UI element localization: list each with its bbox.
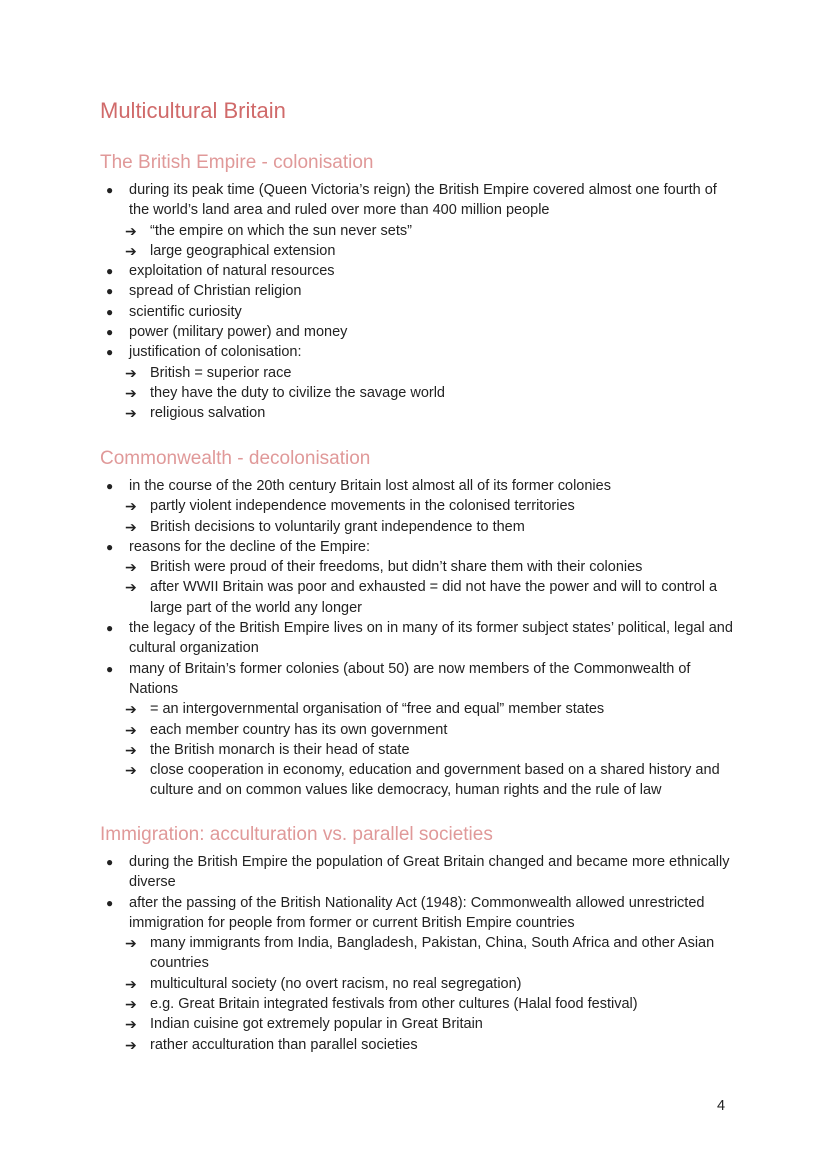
arrow-icon: ➔ [125,762,137,779]
sub-list-item [100,740,740,760]
item-text: during its peak time (Queen Victoria’s reign) the British Empire covered almost one fourth of the world’s land area and ruled over more than 400 million people [129,182,717,219]
section-commonwealth [100,447,740,801]
arrow-icon: ➔ [125,701,137,718]
bullet-icon: ● [106,325,114,340]
bullet-icon: ● [106,539,114,554]
bullet-icon: ● [106,264,114,279]
section-heading: Commonwealth - decolonisation [100,448,371,469]
section-heading: The British Empire - colonisation [100,152,374,173]
bullet-icon: ● [106,284,114,299]
arrow-icon: ➔ [125,1036,137,1053]
bullet-icon: ● [106,855,114,869]
item-text: British were proud of their freedoms, but didn’t share them with their colonies [150,559,643,576]
arrow-icon: ➔ [125,1016,137,1033]
list-item [100,322,740,342]
item-text: many immigrants from India, Bangladesh, Pakistan, China, South Africa and other Asian countries [150,935,715,972]
item-text: close cooperation in economy, education and government based on a shared history and culture and on common values like democracy, human rights and the rule of law [150,762,720,799]
section-list [100,852,740,1055]
item-text: religious salvation [150,405,266,422]
item-text: after WWII Britain was poor and exhausted = did not have the power and will to control a large part of the world any longer [150,579,718,616]
section-heading: Immigration: acculturation vs. parallel societies [100,824,493,845]
sub-list-item [100,1035,740,1055]
arrow-icon: ➔ [125,741,137,758]
section-list [100,180,740,424]
bullet-icon: ● [106,345,114,360]
item-text: large geographical extension [150,242,336,259]
sub-list-item [100,241,740,261]
item-text: scientific curiosity [129,303,242,320]
item-text: after the passing of the British Nationality Act (1948): Commonwealth allowed unrestricted immigration for people from former or current British Empire countries [129,894,705,931]
item-text: reasons for the decline of the Empire: [129,538,370,555]
arrow-icon: ➔ [125,384,137,401]
bullet-icon: ● [106,183,114,197]
bullet-icon: ● [106,479,114,493]
arrow-icon: ➔ [125,935,137,952]
sub-list-item [100,383,740,403]
item-text: the legacy of the British Empire lives on in many of its former subject states’ political, legal and cultural organization [129,620,733,657]
arrow-icon: ➔ [125,222,137,239]
arrow-icon: ➔ [125,996,137,1013]
item-text: Indian cuisine got extremely popular in Great Britain [150,1016,483,1033]
sub-list-item [100,403,740,423]
item-text: e.g. Great Britain integrated festivals from other cultures (Halal food festival) [150,996,638,1013]
section-list [100,476,740,801]
item-text: each member country has its own government [150,721,448,738]
sub-list-item [100,933,740,974]
item-text: they have the duty to civilize the savage world [150,384,445,401]
list-item [100,180,740,221]
arrow-icon: ➔ [125,721,137,738]
sub-list-item [100,557,740,577]
list-item [100,261,740,281]
item-text: British decisions to voluntarily grant independence to them [150,518,525,535]
item-text: multicultural society (no overt racism, no real segregation) [150,975,522,992]
arrow-icon: ➔ [125,579,137,596]
arrow-icon: ➔ [125,405,137,422]
bullet-icon: ● [106,621,114,636]
item-text: power (military power) and money [129,324,348,341]
item-text: the British monarch is their head of state [150,741,410,758]
sub-list-item [100,974,740,994]
arrow-icon: ➔ [125,364,137,381]
item-text: spread of Christian religion [129,283,302,300]
list-item [100,618,740,659]
item-text: in the course of the 20th century Britain lost almost all of its former colonies [129,478,611,494]
item-text: during the British Empire the population of Great Britain changed and became more ethnically diverse [129,854,730,891]
page-number: 4 [717,1098,726,1114]
list-item [100,893,740,934]
sub-list-item [100,517,740,537]
item-text: rather acculturation than parallel societies [150,1036,418,1053]
list-item [100,476,740,496]
list-item [100,281,740,301]
section-british-empire [100,151,740,424]
document-title: Multicultural Britain [100,98,286,123]
arrow-icon: ➔ [125,518,137,535]
arrow-icon: ➔ [125,242,137,259]
item-text: exploitation of natural resources [129,263,335,280]
list-item [100,342,740,362]
list-item [100,852,740,893]
sub-list-item [100,720,740,740]
sub-list-item [100,994,740,1014]
bullet-icon: ● [106,661,114,676]
sub-list-item [100,699,740,719]
arrow-icon: ➔ [125,498,137,515]
item-text: “the empire on which the sun never sets” [150,222,412,239]
sub-list-item [100,363,740,383]
arrow-icon: ➔ [125,559,137,576]
bullet-icon: ● [106,304,114,319]
item-text: many of Britain’s former colonies (about 50) are now members of the Commonwealth of Nations [129,660,691,697]
list-item [100,537,740,557]
sub-list-item [100,496,740,516]
item-text: partly violent independence movements in the colonised territories [150,498,575,515]
list-item [100,659,740,700]
item-text: British = superior race [150,364,292,381]
list-item [100,302,740,322]
item-text: = an intergovernmental organisation of “free and equal” member states [150,701,605,718]
arrow-icon: ➔ [125,975,137,992]
sub-list-item [100,1014,740,1034]
item-text: justification of colonisation: [129,344,302,361]
sub-list-item [100,577,740,618]
section-immigration [100,823,740,1055]
bullet-icon: ● [106,895,114,910]
sub-list-item [100,760,740,801]
sub-list-item [100,221,740,241]
